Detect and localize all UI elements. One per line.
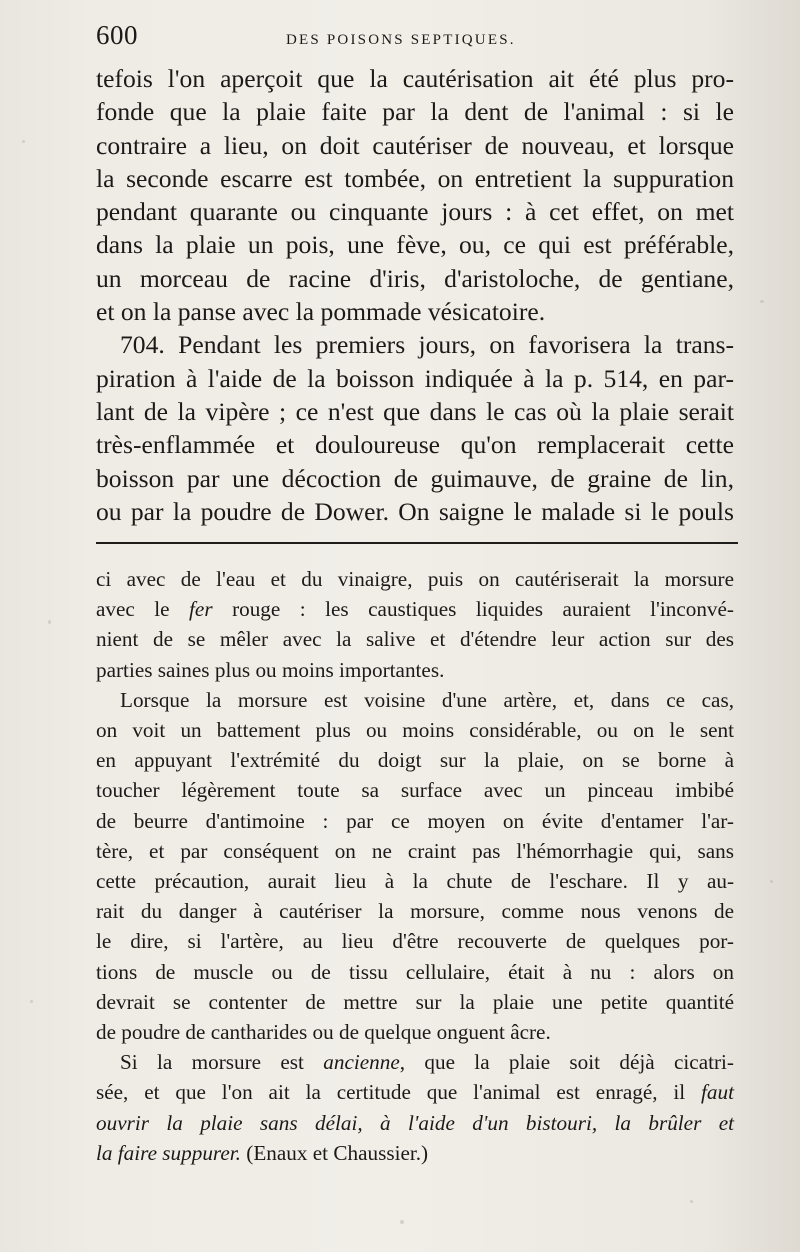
text-line: tefois l'on aperçoit que la cautérisation ait été plus pro-: [96, 64, 734, 93]
text-line: de beurre d'antimoine : par ce moyen on évite d'entamer l'ar-: [96, 808, 734, 833]
text-line: Lorsque la morsure est voisine d'une artère, et, dans ce cas,: [120, 687, 734, 712]
text-line: un morceau de racine d'iris, d'aristoloche, de gentiane,: [96, 263, 734, 293]
text-line: cette précaution, aurait lieu à la chute de l'eschare. Il y au-: [96, 869, 734, 894]
paper-speck: [690, 1200, 693, 1203]
text-line: ci avec de l'eau et du vinaigre, puis on cautériserait la morsure: [96, 567, 734, 591]
text-line: boisson par une décoction de guimauve, de graine de lin,: [96, 463, 734, 493]
footnote-paragraph-artery: [96, 685, 734, 715]
text-line: [120, 1050, 734, 1074]
main-paragraph-704-cont: [96, 362, 734, 528]
text-line: et on la panse avec la pommade vésicatoire.: [96, 297, 546, 327]
footnote-paragraph-artery-cont: [96, 715, 734, 1017]
main-text: [96, 62, 734, 528]
text-line: très-enflammée et douloureuse qu'on remplacerait cette: [96, 430, 734, 460]
text-run: , que la plaie soit déjà cicatri-: [399, 1050, 734, 1075]
italic-run: ouvrir la plaie sans délai, à l'aide d'un bistouri, la brûler et: [96, 1110, 734, 1135]
text-line: parties saines plus ou moins importantes.: [96, 657, 445, 682]
running-head: DES POISONS SEPTIQUES.: [286, 32, 516, 48]
text-line: rait du danger à cautériser la morsure, comme nous venons de: [96, 899, 734, 924]
text-line: en appuyant l'extrémité du doigt sur la plaie, on se borne à: [96, 748, 734, 773]
text-line: [96, 1108, 734, 1138]
text-line: fonde que la plaie faite par la dent de l'animal : si le: [96, 97, 734, 127]
text-line: ou par la poudre de Dower. On saigne le malade si le pouls: [96, 496, 734, 526]
text-run: avec le: [96, 597, 190, 622]
paper-speck: [48, 620, 51, 624]
italic-run: fer: [189, 597, 213, 622]
text-line: on voit un battement plus ou moins considérable, ou on le sent: [96, 718, 734, 743]
text-line: contraire a lieu, on doit cautériser de nouveau, et lorsque: [96, 130, 734, 160]
text-line: nient de se mêler avec la salive et d'étendre leur action sur des: [96, 627, 734, 652]
paper-speck: [22, 140, 25, 143]
text-run: sée, et que l'on ait la certitude que l'animal est enragé, il: [96, 1080, 702, 1105]
text-run: Si la morsure est: [120, 1050, 324, 1075]
footnote-paragraph-old-bite-end: [96, 1138, 734, 1168]
main-paragraph-end: [96, 295, 734, 328]
page-header: [96, 18, 736, 58]
text-line: toucher légèrement toute sa surface avec un pinceau imbibé: [96, 778, 734, 803]
text-line: la seconde escarre est tombée, on entretient la suppuration: [96, 163, 734, 193]
paper-speck: [770, 880, 773, 883]
text-line: le dire, si l'artère, au lieu d'être recouverte de quelques por-: [96, 929, 734, 954]
italic-run: la faire suppurer.: [96, 1140, 241, 1165]
footnote-paragraph-old-bite-cont: [96, 1077, 734, 1137]
text-line: piration à l'aide de la boisson indiquée à la p. 514, en par-: [96, 363, 734, 393]
italic-run: faut: [701, 1080, 734, 1105]
footnote-paragraph-end: [96, 655, 734, 685]
text-line: tions de muscle ou de tissu cellulaire, était à nu : alors on: [96, 959, 734, 984]
text-line: de poudre de cantharides ou de quelque onguent âcre.: [96, 1020, 551, 1045]
text-line: [96, 1077, 734, 1107]
paper-speck: [760, 300, 764, 303]
main-paragraph-704: [96, 328, 734, 361]
italic-run: ancienne: [323, 1050, 400, 1075]
footnote-text: [96, 564, 734, 1168]
text-line: [96, 594, 734, 624]
text-line: [96, 1138, 734, 1168]
footnote-rule: [96, 542, 738, 544]
paper-speck: [400, 1220, 404, 1224]
main-paragraph: [96, 62, 734, 295]
footnote-paragraph-old-bite: [96, 1047, 734, 1077]
paper-speck: [30, 1000, 33, 1003]
text-line: devrait se contenter de mettre sur la plaie une petite quantité: [96, 989, 734, 1014]
text-run: (Enaux et Chaussier.): [240, 1140, 429, 1165]
text-line: dans la plaie un pois, une fève, ou, ce qui est préférable,: [96, 230, 734, 260]
text-line: tère, et par conséquent on ne craint pas l'hémorrhagie qui, sans: [96, 838, 734, 863]
text-line: pendant quarante ou cinquante jours : à cet effet, on met: [96, 197, 734, 227]
text-run: rouge : les caustiques liquides auraient l'inconvé-: [212, 597, 734, 622]
page-number: 600: [96, 20, 138, 50]
text-line: 704. Pendant les premiers jours, on favorisera la trans-: [120, 330, 734, 360]
footnote-paragraph: [96, 564, 734, 655]
footnote-paragraph-artery-end: [96, 1017, 734, 1047]
text-line: lant de la vipère ; ce n'est que dans le cas où la plaie serait: [96, 396, 734, 426]
